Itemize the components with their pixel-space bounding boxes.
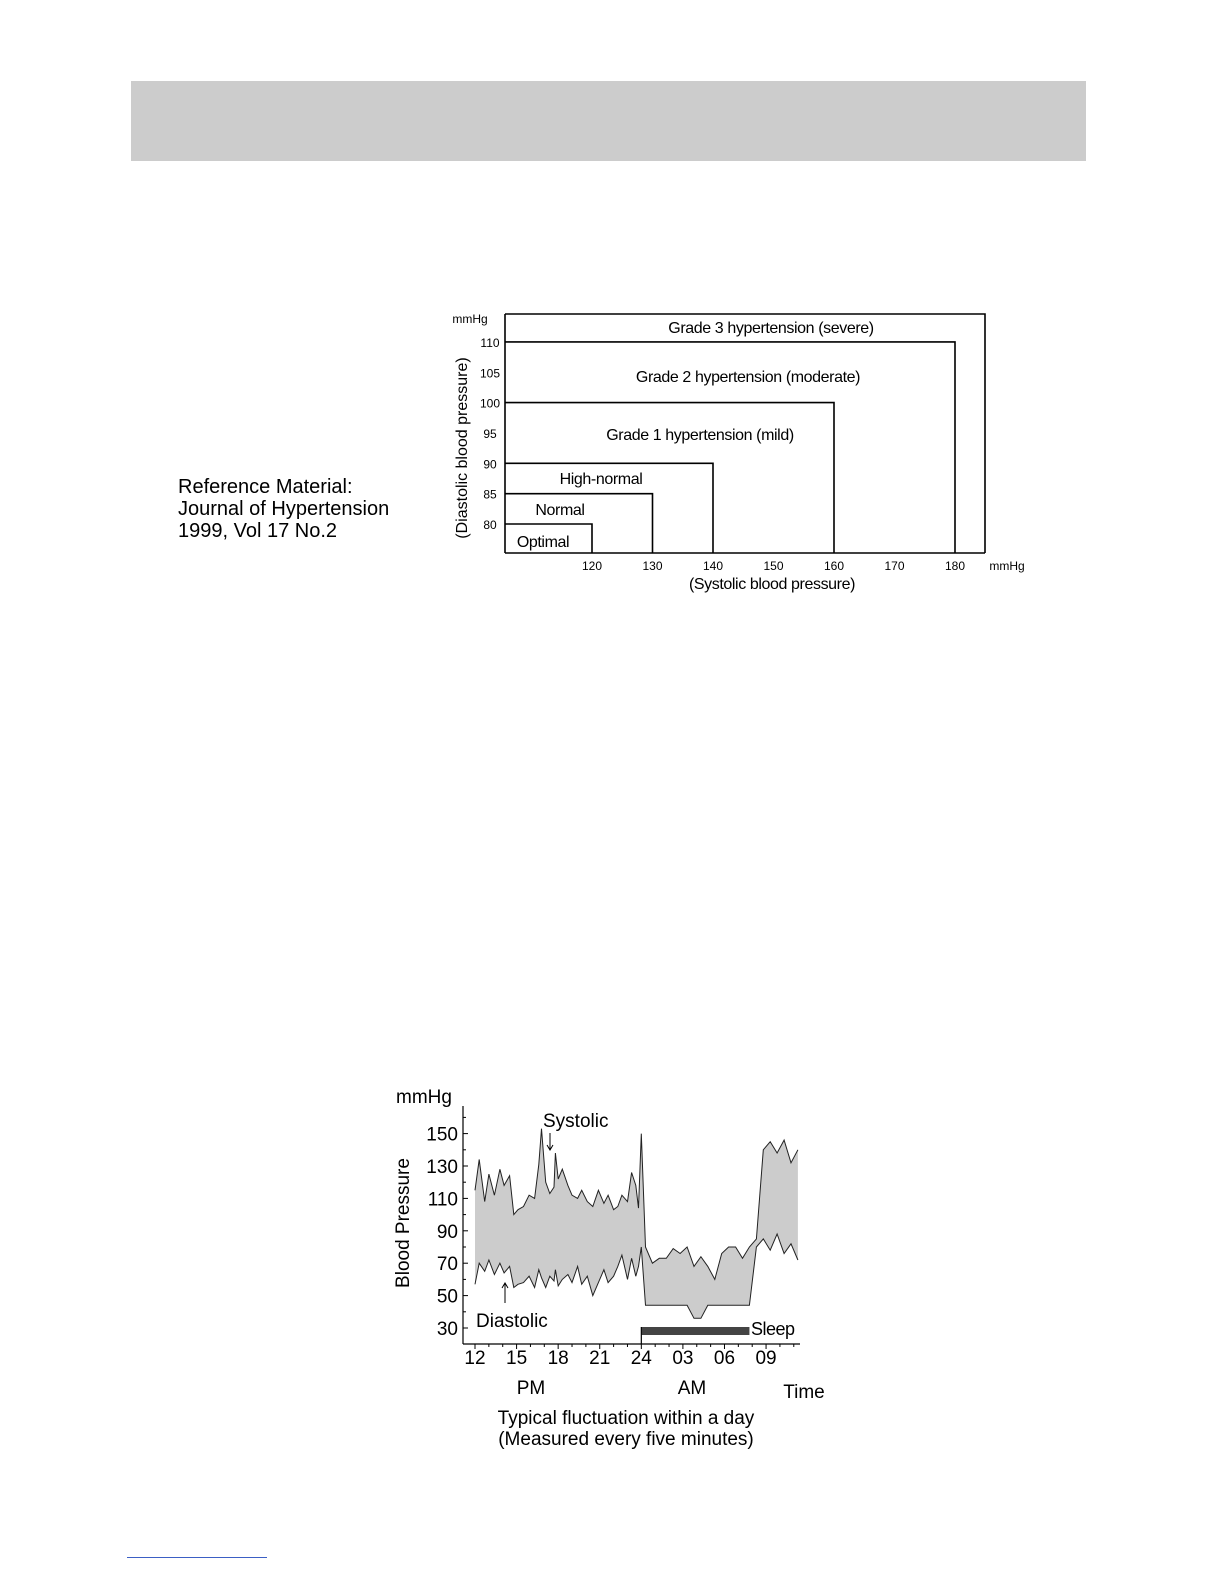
x-tick-label-03: 03 xyxy=(672,1348,694,1369)
x-tick-label-15: 15 xyxy=(506,1348,528,1369)
x-tick-label-130: 130 xyxy=(642,559,663,573)
sleep-bar xyxy=(641,1327,749,1335)
footer-rule xyxy=(127,1557,267,1558)
category-label-grade-3-hypertension-severe: Grade 3 hypertension (severe) xyxy=(668,320,874,337)
x-tick-label-21: 21 xyxy=(589,1348,611,1369)
systolic-annotation: Systolic xyxy=(543,1111,609,1132)
x-tick-label-150: 150 xyxy=(763,559,784,573)
category-label-optimal: Optimal xyxy=(516,534,570,551)
sleep-label: Sleep xyxy=(751,1319,795,1339)
y-axis-title: (Diastolic blood pressure) xyxy=(454,357,471,539)
period-label-am: AM xyxy=(677,1378,707,1399)
y-tick-label-105: 105 xyxy=(479,366,501,381)
period-label-pm: PM xyxy=(516,1378,546,1399)
y-tick-label-110: 110 xyxy=(480,335,500,350)
y-tick-label-50: 50 xyxy=(436,1286,458,1308)
y-tick-label-95: 95 xyxy=(483,426,497,441)
diastolic-annotation: Diastolic xyxy=(476,1311,548,1332)
y-axis-title: Blood Pressure xyxy=(393,1158,414,1288)
y-tick-label-70: 70 xyxy=(436,1254,458,1276)
y-tick-label-80: 80 xyxy=(483,518,497,532)
x-tick-label-12: 12 xyxy=(464,1348,486,1369)
category-label-high-normal: High-normal xyxy=(559,471,643,488)
category-label-grade-1-hypertension-mild: Grade 1 hypertension (mild) xyxy=(606,427,794,444)
reference-line-2: Journal of Hypertension xyxy=(178,498,390,520)
x-tick-label-180: 180 xyxy=(944,559,966,573)
category-label-normal: Normal xyxy=(535,502,585,519)
y-tick-label-110: 110 xyxy=(427,1189,458,1211)
category-label-grade-2-hypertension-moderate: Grade 2 hypertension (moderate) xyxy=(635,369,861,386)
x-axis-title: (Systolic blood pressure) xyxy=(688,576,856,593)
x-unit-label: mmHg xyxy=(989,559,1025,573)
x-tick-label-140: 140 xyxy=(702,559,724,573)
diastolic-arrow xyxy=(502,1283,508,1303)
x-tick-label-170: 170 xyxy=(884,559,905,573)
x-tick-label-160: 160 xyxy=(823,559,845,573)
x-tick-label-120: 120 xyxy=(581,559,603,573)
y-tick-label-130: 130 xyxy=(426,1157,458,1178)
chart-caption-title: Typical fluctuation within a day xyxy=(497,1408,755,1429)
y-tick-label-100: 100 xyxy=(479,396,501,411)
x-tick-label-24: 24 xyxy=(630,1348,652,1369)
chart-caption-subtitle: (Measured every five minutes) xyxy=(498,1429,754,1450)
y-unit-label: mmHg xyxy=(452,312,488,326)
y-tick-label-90: 90 xyxy=(483,457,497,472)
y-tick-label-90: 90 xyxy=(436,1221,458,1243)
y-tick-label-150: 150 xyxy=(426,1124,458,1146)
reference-line-1: Reference Material: xyxy=(178,476,353,498)
x-tick-label-06: 06 xyxy=(713,1348,736,1369)
y-tick-label-85: 85 xyxy=(483,487,497,502)
x-axis-title: Time xyxy=(783,1382,825,1403)
range-band xyxy=(475,1129,798,1319)
x-tick-label-18: 18 xyxy=(547,1348,569,1369)
systolic-arrow xyxy=(547,1133,553,1150)
y-unit-label: mmHg xyxy=(396,1087,452,1108)
reference-line-3: 1999, Vol 17 No.2 xyxy=(178,520,338,542)
x-tick-label-09: 09 xyxy=(755,1348,777,1369)
y-tick-label-30: 30 xyxy=(436,1319,458,1340)
